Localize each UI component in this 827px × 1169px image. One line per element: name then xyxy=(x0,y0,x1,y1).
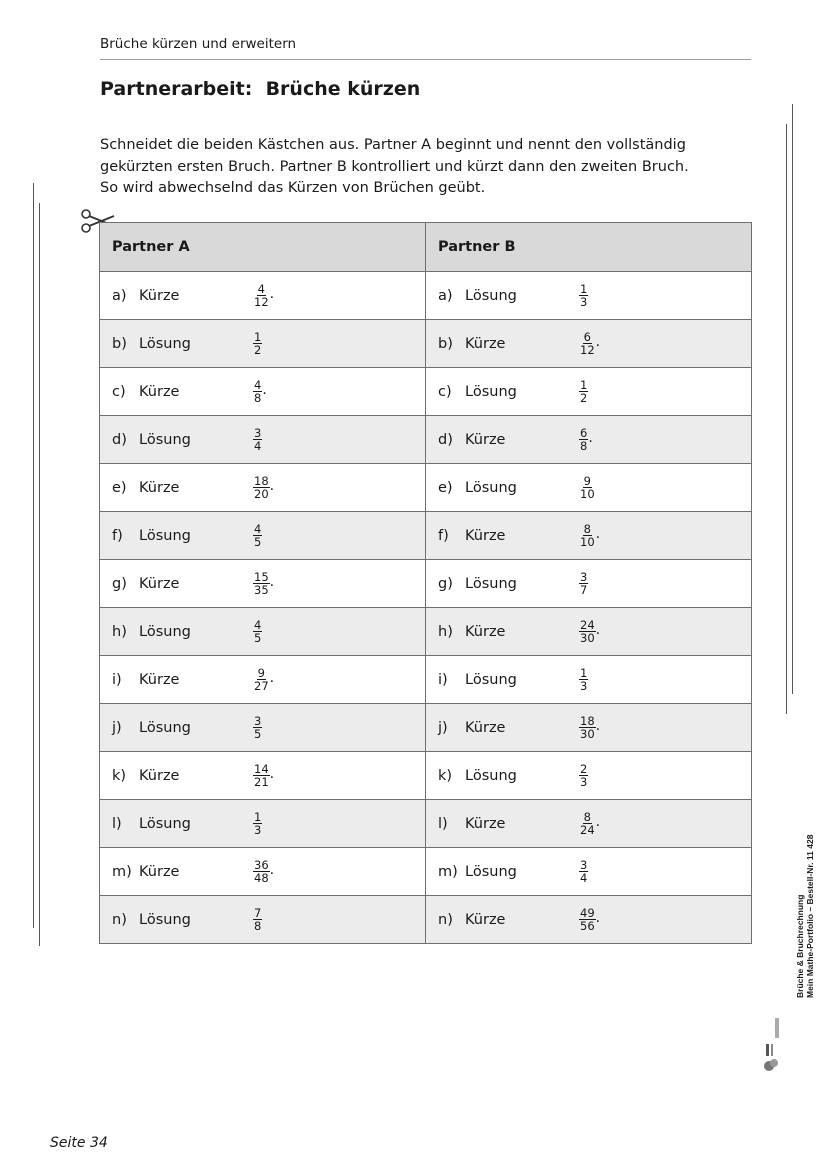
item-letter: j) xyxy=(438,719,448,736)
item-instruction: Lösung xyxy=(465,575,517,592)
fraction-denominator: 10 xyxy=(580,487,595,501)
fraction-period: . xyxy=(595,814,601,830)
fraction-numerator: 3 xyxy=(254,426,262,440)
exercise-item xyxy=(112,619,425,644)
item-instruction: Lösung xyxy=(465,671,517,688)
cell-partner-a xyxy=(100,560,426,608)
fraction-numerator: 4 xyxy=(254,378,262,392)
fraction-denominator: 12 xyxy=(580,343,595,357)
item-letter: m) xyxy=(112,863,132,880)
fraction xyxy=(253,283,270,308)
cell-partner-b xyxy=(426,320,752,368)
item-letter: f) xyxy=(438,527,449,544)
fraction-denominator: 56 xyxy=(580,919,595,933)
cell-partner-a xyxy=(100,608,426,656)
cell-partner-b xyxy=(426,656,752,704)
table-row xyxy=(100,272,752,320)
exercise-item xyxy=(112,475,425,500)
page-number: Seite 34 xyxy=(50,1135,108,1151)
side-publication-text xyxy=(795,835,815,998)
fraction xyxy=(579,907,596,932)
exercise-item xyxy=(438,523,751,548)
fraction-denominator: 8 xyxy=(580,439,588,453)
fraction xyxy=(253,811,262,836)
fraction xyxy=(253,763,270,788)
item-letter: h) xyxy=(112,623,127,640)
fraction-numerator: 18 xyxy=(254,474,269,488)
fraction-numerator: 6 xyxy=(580,426,588,440)
fraction xyxy=(579,379,588,404)
fraction xyxy=(253,571,270,596)
item-instruction: Kürze xyxy=(465,719,506,736)
fraction-numerator: 36 xyxy=(254,858,269,872)
table-row xyxy=(100,704,752,752)
fraction-denominator: 3 xyxy=(580,295,588,309)
fraction-numerator: 15 xyxy=(254,570,269,584)
fraction xyxy=(253,331,262,356)
fraction-numerator: 8 xyxy=(583,810,591,824)
item-letter: g) xyxy=(112,575,127,592)
fraction-denominator: 20 xyxy=(254,487,269,501)
fraction-numerator: 1 xyxy=(580,282,588,296)
fraction-period: . xyxy=(269,766,275,782)
cell-partner-a xyxy=(100,272,426,320)
fraction-denominator: 10 xyxy=(580,535,595,549)
fraction-numerator: 9 xyxy=(257,666,265,680)
item-letter: g) xyxy=(438,575,453,592)
item-instruction: Kürze xyxy=(139,863,180,880)
fraction-denominator: 5 xyxy=(254,535,262,549)
fraction-numerator: 3 xyxy=(580,570,588,584)
table-row xyxy=(100,416,752,464)
cut-line-right-outer xyxy=(792,104,793,694)
cell-partner-b xyxy=(426,848,752,896)
table-row xyxy=(100,368,752,416)
item-instruction: Kürze xyxy=(465,623,506,640)
exercise-table xyxy=(99,222,752,944)
fraction xyxy=(579,331,596,356)
exercise-item xyxy=(438,763,751,788)
fraction-denominator: 7 xyxy=(580,583,588,597)
fraction xyxy=(253,523,262,548)
fraction-period: . xyxy=(269,286,275,302)
table-row xyxy=(100,656,752,704)
cell-partner-b xyxy=(426,752,752,800)
item-instruction: Kürze xyxy=(465,431,506,448)
item-instruction: Kürze xyxy=(139,767,180,784)
fraction-numerator: 4 xyxy=(257,282,265,296)
fraction-numerator: 6 xyxy=(583,330,591,344)
instruction-line: gekürzten ersten Bruch. Partner B kontrolliert und kürzt dann den zweiten Bruch. xyxy=(100,158,689,175)
cell-partner-b xyxy=(426,464,752,512)
cell-partner-a xyxy=(100,656,426,704)
item-instruction: Lösung xyxy=(139,527,191,544)
item-instruction: Lösung xyxy=(465,479,517,496)
fraction-denominator: 2 xyxy=(580,391,588,405)
fraction-denominator: 30 xyxy=(580,727,595,741)
exercise-item xyxy=(438,715,751,740)
fraction-denominator: 8 xyxy=(254,391,262,405)
item-instruction: Lösung xyxy=(139,431,191,448)
exercise-item xyxy=(438,283,751,308)
fraction-denominator: 3 xyxy=(254,823,262,837)
item-letter: k) xyxy=(438,767,453,784)
item-letter: l) xyxy=(438,815,448,832)
exercise-item xyxy=(112,715,425,740)
exercise-item xyxy=(438,619,751,644)
cut-line-left-inner xyxy=(39,203,40,946)
fraction xyxy=(579,715,596,740)
fraction-numerator: 24 xyxy=(580,618,595,632)
item-instruction: Kürze xyxy=(465,815,506,832)
header-partner-b: Partner B xyxy=(426,223,752,272)
running-header: Brüche kürzen und erweitern xyxy=(100,36,297,52)
item-letter: d) xyxy=(438,431,453,448)
fraction-denominator: 3 xyxy=(580,775,588,789)
fraction-period: . xyxy=(269,862,275,878)
side-text-line: Brüche & Bruchrechnung xyxy=(795,894,805,998)
cell-partner-a xyxy=(100,896,426,944)
exercise-item xyxy=(112,523,425,548)
instruction-line: Schneidet die beiden Kästchen aus. Partner A beginnt und nennt den vollständig xyxy=(100,137,686,153)
item-letter: j) xyxy=(112,719,122,736)
item-letter: b) xyxy=(438,335,453,352)
fraction-numerator: 4 xyxy=(254,618,262,632)
item-letter: i) xyxy=(112,671,122,688)
item-letter: l) xyxy=(112,815,122,832)
fraction xyxy=(579,811,596,836)
item-letter: h) xyxy=(438,623,453,640)
cell-partner-a xyxy=(100,512,426,560)
table-row xyxy=(100,848,752,896)
exercise-item xyxy=(112,859,425,884)
fraction-denominator: 12 xyxy=(254,295,269,309)
fraction xyxy=(253,715,262,740)
exercise-item xyxy=(112,667,425,692)
item-letter: n) xyxy=(112,911,127,928)
exercise-item xyxy=(438,379,751,404)
fraction xyxy=(253,427,262,452)
item-instruction: Kürze xyxy=(139,671,180,688)
fraction xyxy=(579,523,596,548)
table-row xyxy=(100,464,752,512)
header-partner-a: Partner A xyxy=(100,223,426,272)
exercise-item xyxy=(112,811,425,836)
fraction-period: . xyxy=(595,910,601,926)
cell-partner-a xyxy=(100,752,426,800)
exercise-item xyxy=(438,859,751,884)
fraction xyxy=(253,379,262,404)
cell-partner-b xyxy=(426,608,752,656)
exercise-item xyxy=(112,763,425,788)
cell-partner-a xyxy=(100,848,426,896)
fraction xyxy=(579,667,588,692)
fraction xyxy=(579,475,596,500)
item-instruction: Lösung xyxy=(139,623,191,640)
exercise-item xyxy=(438,667,751,692)
item-instruction: Kürze xyxy=(139,575,180,592)
fraction xyxy=(579,571,588,596)
cell-partner-a xyxy=(100,320,426,368)
exercise-item xyxy=(112,331,425,356)
fraction xyxy=(579,619,596,644)
exercise-item xyxy=(438,331,751,356)
fraction-period: . xyxy=(269,478,275,494)
exercise-item xyxy=(112,907,425,932)
fraction-numerator: 1 xyxy=(254,330,262,344)
fraction xyxy=(253,667,270,692)
fraction-denominator: 24 xyxy=(580,823,595,837)
fraction xyxy=(579,859,588,884)
cell-partner-a xyxy=(100,416,426,464)
fraction-denominator: 2 xyxy=(254,343,262,357)
item-letter: b) xyxy=(112,335,127,352)
item-letter: f) xyxy=(112,527,123,544)
item-instruction: Lösung xyxy=(465,863,517,880)
fraction-denominator: 8 xyxy=(254,919,262,933)
table-row xyxy=(100,512,752,560)
item-letter: e) xyxy=(112,479,127,496)
item-instruction: Lösung xyxy=(139,335,191,352)
fraction-period: . xyxy=(595,526,601,542)
item-instruction: Lösung xyxy=(139,911,191,928)
fraction-denominator: 48 xyxy=(254,871,269,885)
exercise-item xyxy=(112,571,425,596)
fraction-period: . xyxy=(269,670,275,686)
cell-partner-b xyxy=(426,368,752,416)
item-instruction: Kürze xyxy=(139,287,180,304)
item-instruction: Lösung xyxy=(465,383,517,400)
page-title: Partnerarbeit: Brüche kürzen xyxy=(100,78,421,100)
item-instruction: Kürze xyxy=(465,527,506,544)
exercise-item xyxy=(438,571,751,596)
item-instruction: Lösung xyxy=(139,719,191,736)
exercise-item xyxy=(112,427,425,452)
header-divider xyxy=(100,59,751,60)
cell-partner-b xyxy=(426,800,752,848)
cell-partner-a xyxy=(100,368,426,416)
fraction-denominator: 35 xyxy=(254,583,269,597)
side-text-line: Mein Mathe-Portfolio – Bestell-Nr. 11 428 xyxy=(805,834,815,998)
item-letter: m) xyxy=(438,863,458,880)
table-row xyxy=(100,800,752,848)
fraction xyxy=(253,859,270,884)
cell-partner-a xyxy=(100,464,426,512)
fraction-period: . xyxy=(588,430,593,446)
item-letter: n) xyxy=(438,911,453,928)
fraction xyxy=(579,763,588,788)
cell-partner-a xyxy=(100,800,426,848)
fraction-numerator: 8 xyxy=(583,522,591,536)
fraction-denominator: 27 xyxy=(254,679,269,693)
fraction xyxy=(579,427,588,452)
item-instruction: Kürze xyxy=(465,911,506,928)
item-letter: i) xyxy=(438,671,448,688)
fraction-numerator: 3 xyxy=(580,858,588,872)
publisher-logo-icon xyxy=(760,1014,782,1074)
fraction-period: . xyxy=(269,574,275,590)
item-instruction: Kürze xyxy=(139,479,180,496)
item-instruction: Lösung xyxy=(465,287,517,304)
fraction-period: . xyxy=(595,622,601,638)
item-letter: c) xyxy=(438,383,452,400)
item-letter: a) xyxy=(438,287,453,304)
exercise-item xyxy=(438,811,751,836)
fraction-period: . xyxy=(595,334,601,350)
instructions xyxy=(100,135,750,200)
cut-line-left-outer xyxy=(33,183,34,928)
fraction-numerator: 1 xyxy=(580,378,588,392)
cut-line-right-inner xyxy=(786,124,787,714)
fraction xyxy=(253,619,262,644)
cell-partner-b xyxy=(426,512,752,560)
fraction xyxy=(253,907,262,932)
item-instruction: Kürze xyxy=(139,383,180,400)
fraction-denominator: 5 xyxy=(254,631,262,645)
cell-partner-a xyxy=(100,704,426,752)
fraction-numerator: 2 xyxy=(580,762,588,776)
fraction-numerator: 14 xyxy=(254,762,269,776)
exercise-item xyxy=(438,475,751,500)
table-row xyxy=(100,752,752,800)
exercise-item xyxy=(112,283,425,308)
fraction-numerator: 9 xyxy=(583,474,591,488)
fraction-denominator: 30 xyxy=(580,631,595,645)
cell-partner-b xyxy=(426,416,752,464)
fraction-denominator: 4 xyxy=(580,871,588,885)
fraction-denominator: 21 xyxy=(254,775,269,789)
fraction-numerator: 18 xyxy=(580,714,595,728)
item-instruction: Lösung xyxy=(465,767,517,784)
item-letter: k) xyxy=(112,767,127,784)
table-row xyxy=(100,320,752,368)
exercise-item xyxy=(438,907,751,932)
item-letter: a) xyxy=(112,287,127,304)
cell-partner-b xyxy=(426,896,752,944)
cell-partner-b xyxy=(426,704,752,752)
item-letter: e) xyxy=(438,479,453,496)
table-row xyxy=(100,560,752,608)
fraction-denominator: 4 xyxy=(254,439,262,453)
fraction-period: . xyxy=(595,718,601,734)
fraction-numerator: 7 xyxy=(254,906,262,920)
item-letter: c) xyxy=(112,383,126,400)
instruction-line: So wird abwechselnd das Kürzen von Brüchen geübt. xyxy=(100,180,486,196)
item-letter: d) xyxy=(112,431,127,448)
table-row xyxy=(100,896,752,944)
item-instruction: Kürze xyxy=(465,335,506,352)
fraction-numerator: 4 xyxy=(254,522,262,536)
table-row xyxy=(100,608,752,656)
item-instruction: Lösung xyxy=(139,815,191,832)
fraction-numerator: 3 xyxy=(254,714,262,728)
fraction-period: . xyxy=(262,382,267,398)
cell-partner-b xyxy=(426,560,752,608)
exercise-item xyxy=(112,379,425,404)
fraction-denominator: 3 xyxy=(580,679,588,693)
fraction-denominator: 5 xyxy=(254,727,262,741)
fraction-numerator: 1 xyxy=(580,666,588,680)
fraction xyxy=(579,283,588,308)
fraction-numerator: 49 xyxy=(580,906,595,920)
cell-partner-b xyxy=(426,272,752,320)
fraction xyxy=(253,475,270,500)
fraction-numerator: 1 xyxy=(254,810,262,824)
exercise-item xyxy=(438,427,751,452)
